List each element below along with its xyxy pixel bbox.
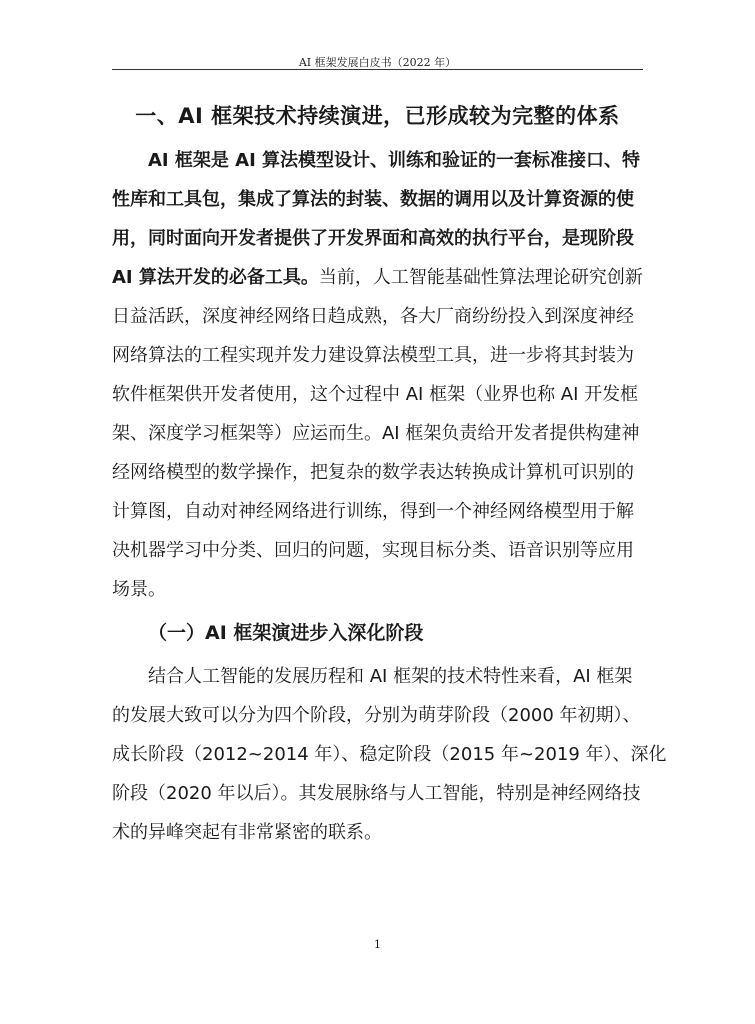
running-header: AI 框架发展白皮书（2022 年） — [298, 56, 457, 69]
paragraph-1 — [112, 141, 643, 609]
paragraph-1-line: AI 框架是 AI 算法模型设计、训练和验证的一套标准接口、特 — [148, 150, 641, 171]
paragraph-1-line-mixed — [112, 258, 643, 297]
paragraph-1-line: 网络算法的工程实现并发力建设算法模型工具，进一步将其封装为 — [112, 345, 634, 366]
paragraph-2-line: 的发展大致可以分为四个阶段，分别为萌芽阶段（2000 年初期）、 — [112, 705, 641, 726]
paragraph-2-line: 阶段（2020 年以后）。其发展脉络与人工智能，特别是神经网络技 — [112, 783, 641, 804]
paragraph-1-regular-segment: 当前，人工智能基础性算法理论研究创新 — [318, 267, 643, 288]
paragraph-1-bold-segment: AI 算法开发的必备工具。 — [112, 267, 319, 288]
paragraph-1-line: 经网络模型的数学操作，把复杂的数学表达转换成计算机可识别的 — [112, 462, 634, 483]
paragraph-1-line: 计算图，自动对神经网络进行训练，得到一个神经网络模型用于解 — [112, 501, 634, 522]
paragraph-1-line: 日益活跃，深度神经网络日趋成熟，各大厂商纷纷投入到深度神经 — [112, 306, 634, 327]
paragraph-1-line: 决机器学习中分类、回归的问题，实现目标分类、语音识别等应用 — [112, 540, 634, 561]
paragraph-1-line: 性库和工具包，集成了算法的封装、数据的调用以及计算资源的使 — [112, 189, 634, 210]
paragraph-1-line: 用，同时面向开发者提供了开发界面和高效的执行平台，是现阶段 — [112, 228, 634, 249]
subsection-title: （一）AI 框架演进步入深化阶段 — [148, 622, 424, 644]
paragraph-1-line: 场景。 — [112, 579, 166, 600]
paragraph-1-line: 架、深度学习框架等）应运而生。AI 框架负责给开发者提供构建神 — [112, 423, 640, 444]
paragraph-1-line: 软件框架供开发者使用，这个过程中 AI 框架（业界也称 AI 开发框 — [112, 384, 639, 405]
section-title: 一、AI 框架技术持续演进，已形成较为完整的体系 — [135, 104, 620, 128]
paragraph-2-line: 成长阶段（2012~2014 年）、稳定阶段（2015 年~2019 年）、深化 — [112, 744, 667, 765]
paragraph-2 — [112, 657, 667, 852]
header-divider — [112, 69, 643, 70]
paragraph-2-line: 结合人工智能的发展历程和 AI 框架的技术特性来看，AI 框架 — [148, 666, 633, 687]
paragraph-2-line: 术的异峰突起有非常紧密的联系。 — [112, 822, 382, 843]
page-number: 1 — [374, 938, 381, 951]
